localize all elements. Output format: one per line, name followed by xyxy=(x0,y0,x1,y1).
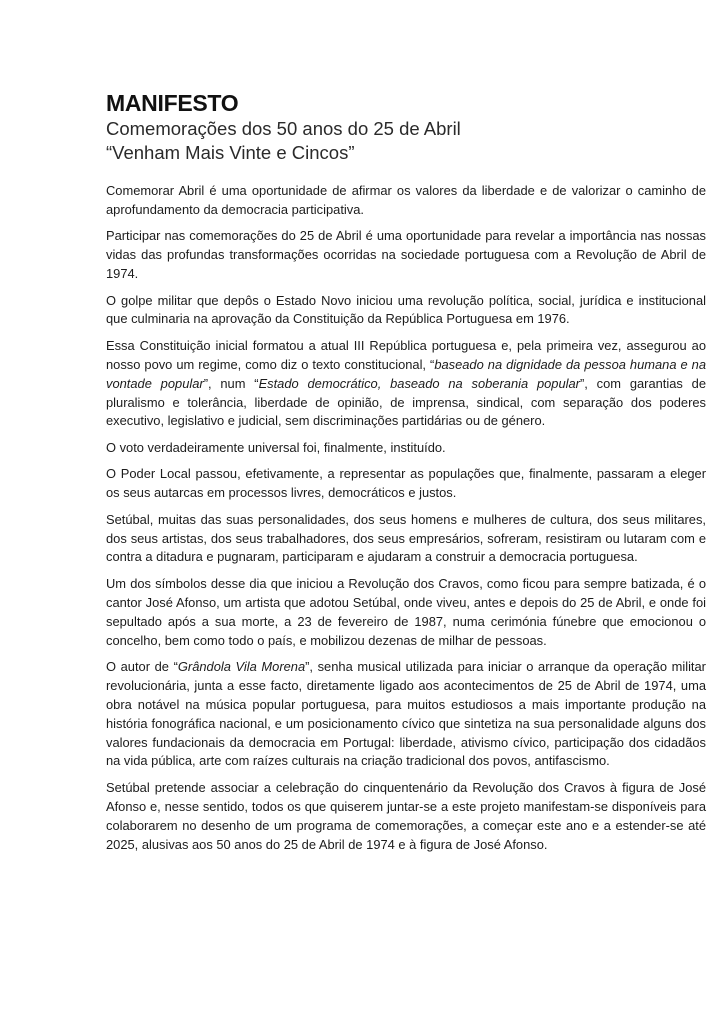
document-body xyxy=(106,182,706,855)
paragraph-comemorar: Comemorar Abril é uma oportunidade de afirmar os valores da liberdade e de valorizar o caminho de aprofundamento da democracia participativa. xyxy=(106,183,706,217)
document-title: MANIFESTO xyxy=(106,90,239,116)
constituicao-text-1: Essa Constituição inicial formatou a atual III República portuguesa e, pela primeira vez, assegurou ao nosso povo um regime, como diz o texto constitucional, “ xyxy=(106,337,706,372)
paragraph-voto-universal: O voto verdadeiramente universal foi, finalmente, instituído. xyxy=(106,439,446,455)
paragraph-poder-local: O Poder Local passou, efetivamente, a representar as populações que, finalmente, passaram a eleger os seus autarcas em processos livres, democráticos e justos. xyxy=(106,466,706,501)
grandola-text-1: O autor de “ xyxy=(106,658,178,674)
grandola-text-2: ”, senha musical utilizada para iniciar o arranque da operação militar revolucionária, junta a esse facto, diretamente ligado aos acontecimentos de 25 de Abril de 1974, uma obra notável na música popular portuguesa, para muitos estudiosos a mais importante produção na história fonográfica nacional, e um posicionamento cívico que sintetiza na sua personalidade alguns dos valores fundacionais da democracia em Portugal: liberdade, ativismo cívico, participação dos cidadãos na vida pública, arte com raízes culturais na criação tradicional dos povos, antifascismo. xyxy=(106,658,706,769)
paragraph-jose-afonso: Um dos símbolos desse dia que iniciou a Revolução dos Cravos, como ficou para sempre batizada, é o cantor José Afonso, um artista que adotou Setúbal, onde viveu, antes e depois do 25 de Abril, e onde foi sepultado após a sua morte, a 23 de fevereiro de 1987, numa cerimónia fúnebre que emocionou o concelho, bem como todo o país, e mobilizou dezenas de milhar de pessoas. xyxy=(106,575,706,648)
paragraph-participar: Participar nas comemorações do 25 de Abril é uma oportunidade para revelar a importância nas nossas vidas das profundas transformações ocorridas na sociedade portuguesa com a Revolução de Abril de 1974. xyxy=(106,228,706,282)
constituicao-text-3: ”, com garantias de pluralismo e tolerância, liberdade de opinião, de imprensa, sindical, com separação dos poderes executivo, legislativo e judicial, sem discriminações partidárias ou de género. xyxy=(106,375,706,429)
constituicao-quote-2: Estado democrático, baseado na soberania popular xyxy=(258,375,580,391)
paragraph-golpe-militar: O golpe militar que depôs o Estado Novo iniciou uma revolução política, social, jurídica e institucional que culminaria na aprovação da Constituição da República Portuguesa em 1976. xyxy=(106,292,706,327)
document-subtitle-line2: “Venham Mais Vinte e Cincos” xyxy=(106,142,355,163)
paragraph-grandola xyxy=(106,658,706,771)
paragraph-constituicao xyxy=(106,337,706,432)
document-content xyxy=(106,90,706,862)
paragraph-setubal-cinquentenario: Setúbal pretende associar a celebração do cinquentenário da Revolução dos Cravos à figura de José Afonso e, nesse sentido, todos os que quiserem juntar-se a este projeto manifestam-se disponíveis para colaborarem no desenho de um programa de comemorações, a começar este ano e a estender-se até 2025, alusivas aos 50 anos do 25 de Abril de 1974 e à figura de José Afonso. xyxy=(106,779,706,852)
paragraph-setubal-personalidades: Setúbal, muitas das suas personalidades, dos seus homens e mulheres de cultura, dos seus militares, dos seus artistas, dos seus trabalhadores, dos seus empresários, sofreram, resistiram ou lutaram com e contra a ditadura e pugnaram, participaram e ajudaram a construir a democracia portuguesa. xyxy=(106,511,706,565)
grandola-song-title: Grândola Vila Morena xyxy=(177,658,306,674)
constituicao-quote-1: baseado na dignidade da pessoa humana e na vontade popular xyxy=(106,356,706,391)
document-subtitle-line1: Comemorações dos 50 anos do 25 de Abril xyxy=(106,118,461,139)
constituicao-text-2: ”, num “ xyxy=(203,375,259,391)
